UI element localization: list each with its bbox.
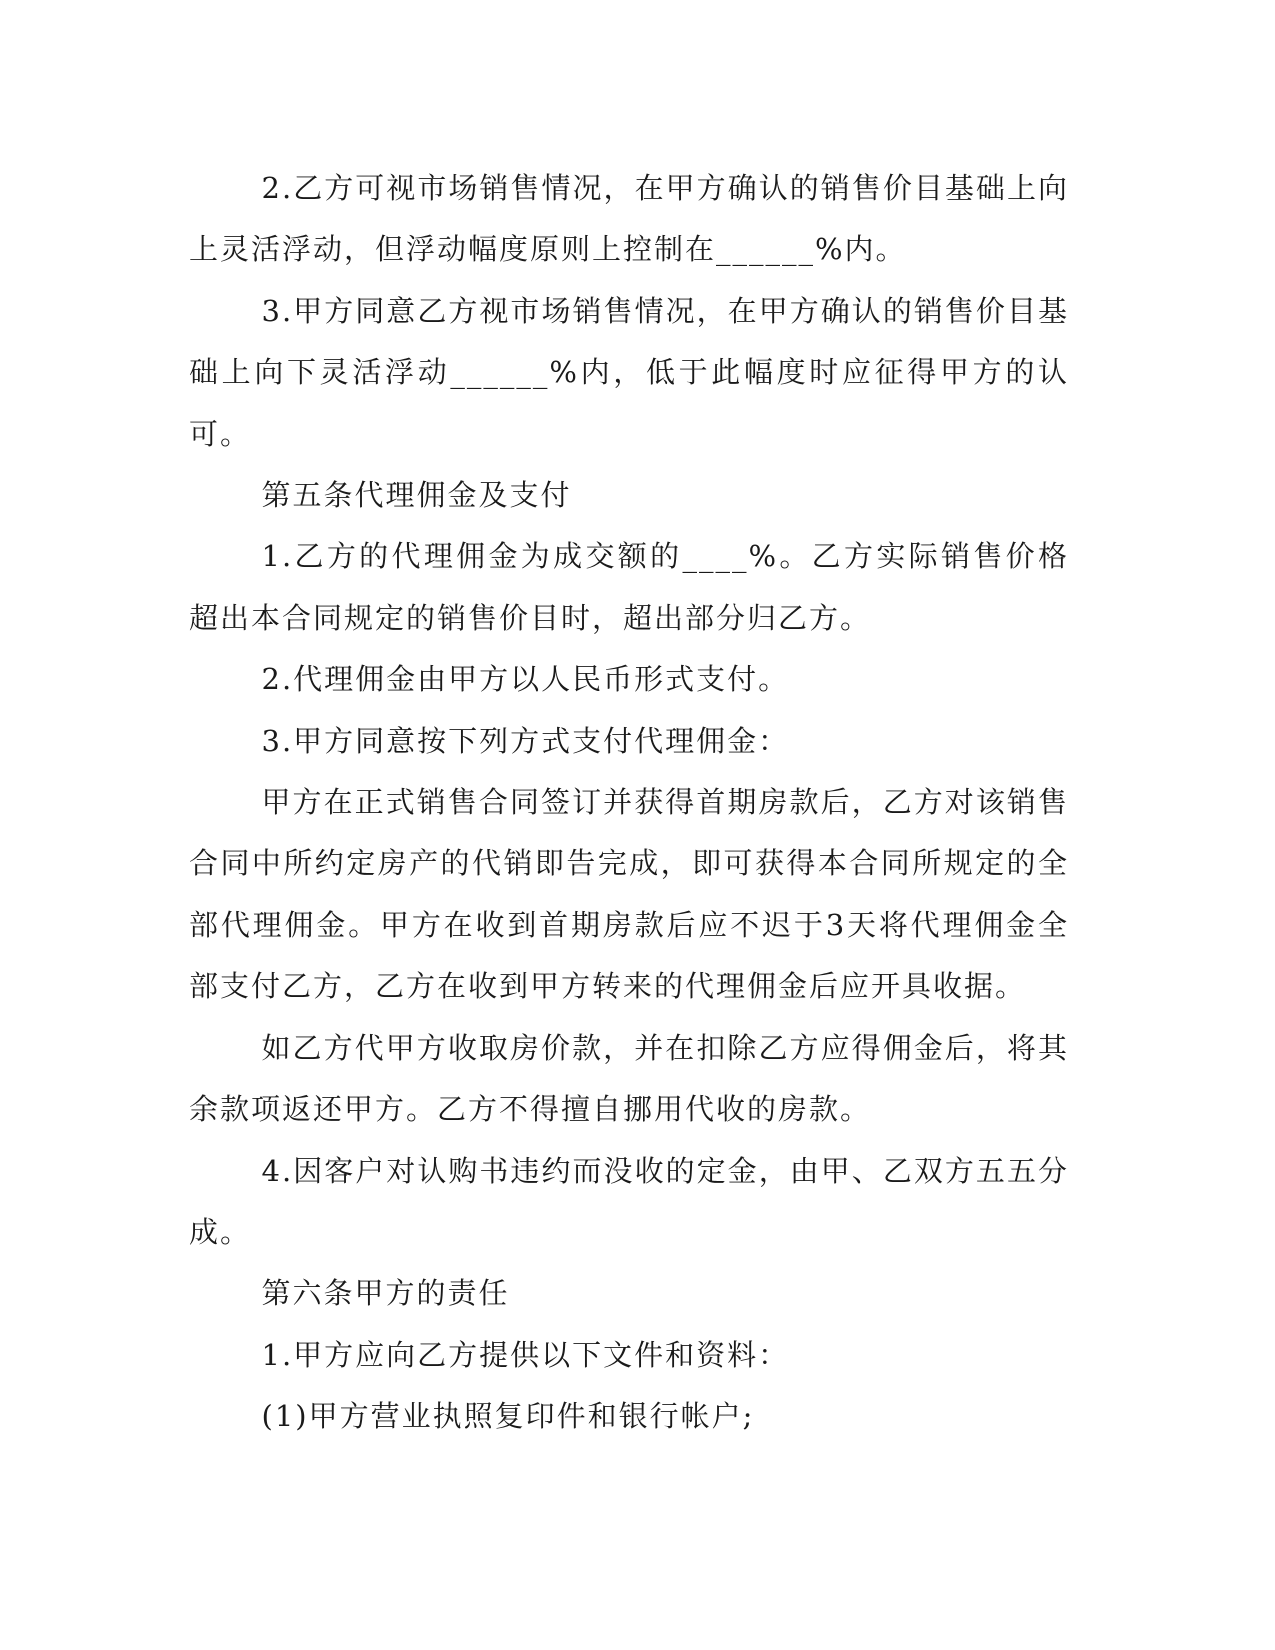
- document-body: [189, 158, 1069, 1448]
- clause-5-3-collection-refund: 如乙方代甲方收取房价款，并在扣除乙方应得佣金后，将其余款项返还甲方。乙方不得擅自挪用代收的房款。: [189, 1030, 1069, 1127]
- clause-6-1-item-1: (1)甲方营业执照复印件和银行帐户;: [261, 1399, 755, 1434]
- clause-5-4-deposit-split: 4.因客户对认购书违约而没收的定金，由甲、乙双方五五分成。: [189, 1153, 1069, 1249]
- clause-4-2-price-float-up: 2.乙方可视市场销售情况，在甲方确认的销售价目基础上向上灵活浮动，但浮动幅度原则上控制在______%内。: [189, 171, 1069, 267]
- clause-5-3-payment-details: 甲方在正式销售合同签订并获得首期房款后，乙方对该销售合同中所约定房产的代销即告完成，即可获得本合同所规定的全部代理佣金。甲方在收到首期房款后应不迟于3天将代理佣金全部支付乙方，乙方在收到甲方转来的代理佣金后应开具收据。: [189, 785, 1069, 1004]
- clause-5-3-payment-method: 3.甲方同意按下列方式支付代理佣金：: [261, 723, 790, 758]
- article-5-heading: 第五条代理佣金及支付: [261, 478, 572, 513]
- article-6-heading: 第六条甲方的责任: [261, 1276, 510, 1311]
- clause-6-1-documents: 1.甲方应向乙方提供以下文件和资料：: [261, 1337, 790, 1372]
- clause-5-2-payment-currency: 2.代理佣金由甲方以人民币形式支付。: [261, 662, 790, 697]
- clause-4-3-price-float-down: 3.甲方同意乙方视市场销售情况，在甲方确认的销售价目基础上向下灵活浮动______%内，低于此幅度时应征得甲方的认可。: [189, 293, 1069, 451]
- clause-5-1-commission-rate: 1.乙方的代理佣金为成交额的____%。乙方实际销售价格超出本合同规定的销售价目时，超出部分归乙方。: [189, 539, 1069, 635]
